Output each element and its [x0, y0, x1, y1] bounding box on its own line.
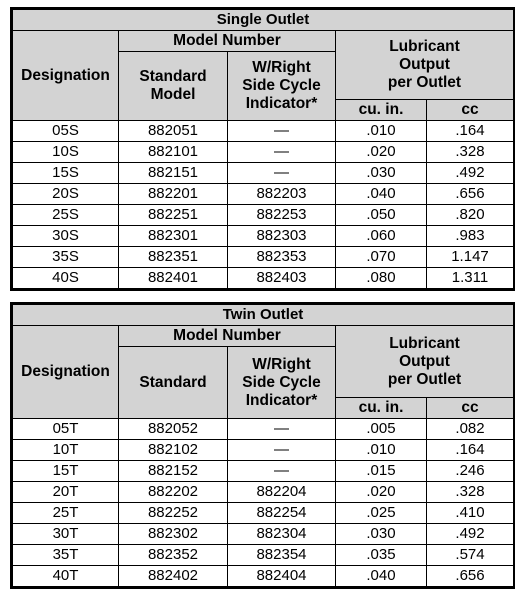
header-text-line: W/Right [252, 59, 311, 76]
cell-designation: 40S [13, 268, 119, 289]
header-cc: cc [427, 398, 514, 419]
table-row [13, 545, 514, 566]
cell-standard: 882351 [119, 247, 228, 268]
cell-wright: — [228, 440, 336, 461]
header-text-line: Standard [139, 373, 207, 391]
table-row [13, 503, 514, 524]
cell-designation: 05T [13, 419, 119, 440]
table-row [13, 142, 514, 163]
header-wright-indicator [228, 347, 336, 419]
header-cu-in: cu. in. [336, 398, 427, 419]
cell-designation: 30T [13, 524, 119, 545]
cell-cc: .574 [427, 545, 514, 566]
cell-cu-in: .010 [336, 121, 427, 142]
cell-cu-in: .020 [336, 482, 427, 503]
cell-cu-in: .080 [336, 268, 427, 289]
table-row [13, 461, 514, 482]
cell-cc: .410 [427, 503, 514, 524]
cell-standard: 882102 [119, 440, 228, 461]
header-text-line: Indicator* [245, 391, 318, 409]
cell-cu-in: .070 [336, 247, 427, 268]
header-text-line: Side Cycle [242, 77, 321, 94]
cell-wright: 882304 [228, 524, 336, 545]
table-row [13, 163, 514, 184]
header-designation: Designation [13, 31, 119, 121]
cell-designation: 35S [13, 247, 119, 268]
cell-standard: 882152 [119, 461, 228, 482]
header-wright-indicator [228, 52, 336, 121]
cell-cu-in: .050 [336, 205, 427, 226]
cell-standard: 882202 [119, 482, 228, 503]
cell-wright: 882204 [228, 482, 336, 503]
header-text-line: Output [399, 56, 450, 73]
cell-standard: 882151 [119, 163, 228, 184]
cell-standard: 882051 [119, 121, 228, 142]
cell-standard: 882302 [119, 524, 228, 545]
table-row [13, 205, 514, 226]
header-lubricant-output [336, 326, 514, 398]
cell-standard: 882252 [119, 503, 228, 524]
header-text-line: per Outlet [387, 370, 462, 388]
table-row [13, 184, 514, 205]
header-text-line: Output [399, 352, 450, 370]
header-text-line: Model [150, 86, 196, 103]
twin-outlet-table [10, 302, 515, 589]
cell-wright: 882354 [228, 545, 336, 566]
cell-standard: 882052 [119, 419, 228, 440]
cell-wright: — [228, 121, 336, 142]
cell-standard: 882301 [119, 226, 228, 247]
cell-cc: .246 [427, 461, 514, 482]
cell-cu-in: .040 [336, 566, 427, 587]
header-text-line: Lubricant [389, 334, 460, 352]
table-row [13, 268, 514, 289]
table-row [13, 121, 514, 142]
header-model-number: Model Number [119, 31, 336, 52]
header-text-line: Standard [139, 68, 207, 85]
cell-standard: 882251 [119, 205, 228, 226]
cell-wright: 882253 [228, 205, 336, 226]
cell-cc: .492 [427, 524, 514, 545]
cell-cu-in: .020 [336, 142, 427, 163]
cell-designation: 20S [13, 184, 119, 205]
cell-designation: 40T [13, 566, 119, 587]
table-row [13, 524, 514, 545]
cell-wright: — [228, 419, 336, 440]
cell-wright: 882353 [228, 247, 336, 268]
table-row [13, 566, 514, 587]
cell-wright: — [228, 461, 336, 482]
cell-cc: .328 [427, 142, 514, 163]
cell-cc: .492 [427, 163, 514, 184]
single-outlet-table [10, 7, 515, 291]
header-text-line: per Outlet [387, 74, 462, 91]
header-text-line: W/Right [252, 355, 311, 373]
table-row [13, 419, 514, 440]
table-row [13, 482, 514, 503]
cell-cu-in: .060 [336, 226, 427, 247]
cell-designation: 20T [13, 482, 119, 503]
cell-cu-in: .010 [336, 440, 427, 461]
cell-wright: 882403 [228, 268, 336, 289]
cell-designation: 10T [13, 440, 119, 461]
cell-designation: 15T [13, 461, 119, 482]
cell-cc: 1.311 [427, 268, 514, 289]
header-model-number: Model Number [119, 326, 336, 347]
cell-standard: 882201 [119, 184, 228, 205]
cell-standard: 882101 [119, 142, 228, 163]
header-standard [119, 347, 228, 419]
cell-wright: 882404 [228, 566, 336, 587]
header-text-line: Side Cycle [242, 373, 321, 391]
cell-cu-in: .035 [336, 545, 427, 566]
cell-cu-in: .005 [336, 419, 427, 440]
cell-designation: 05S [13, 121, 119, 142]
cell-wright: — [228, 142, 336, 163]
cell-cc: .656 [427, 184, 514, 205]
header-text-line: Lubricant [389, 38, 460, 55]
cell-wright: 882303 [228, 226, 336, 247]
cell-cu-in: .025 [336, 503, 427, 524]
header-lubricant-output [336, 31, 514, 100]
cell-cc: .082 [427, 419, 514, 440]
header-standard-model [119, 52, 228, 121]
cell-cc: .820 [427, 205, 514, 226]
header-text-line: Indicator* [245, 95, 318, 112]
cell-cc: .656 [427, 566, 514, 587]
cell-cc: .983 [427, 226, 514, 247]
table-title: Twin Outlet [13, 305, 514, 326]
cell-cc: .328 [427, 482, 514, 503]
cell-designation: 15S [13, 163, 119, 184]
cell-designation: 35T [13, 545, 119, 566]
cell-cu-in: .030 [336, 524, 427, 545]
header-cc: cc [427, 100, 514, 121]
cell-cc: 1.147 [427, 247, 514, 268]
header-cu-in: cu. in. [336, 100, 427, 121]
cell-standard: 882402 [119, 566, 228, 587]
cell-cc: .164 [427, 440, 514, 461]
cell-cu-in: .030 [336, 163, 427, 184]
table-title: Single Outlet [13, 10, 514, 31]
cell-designation: 30S [13, 226, 119, 247]
cell-wright: — [228, 163, 336, 184]
cell-designation: 10S [13, 142, 119, 163]
cell-designation: 25S [13, 205, 119, 226]
cell-designation: 25T [13, 503, 119, 524]
table-row [13, 247, 514, 268]
cell-wright: 882203 [228, 184, 336, 205]
cell-wright: 882254 [228, 503, 336, 524]
cell-cc: .164 [427, 121, 514, 142]
cell-standard: 882401 [119, 268, 228, 289]
header-designation: Designation [13, 326, 119, 419]
cell-cu-in: .040 [336, 184, 427, 205]
cell-standard: 882352 [119, 545, 228, 566]
table-row [13, 226, 514, 247]
table-row [13, 440, 514, 461]
cell-cu-in: .015 [336, 461, 427, 482]
